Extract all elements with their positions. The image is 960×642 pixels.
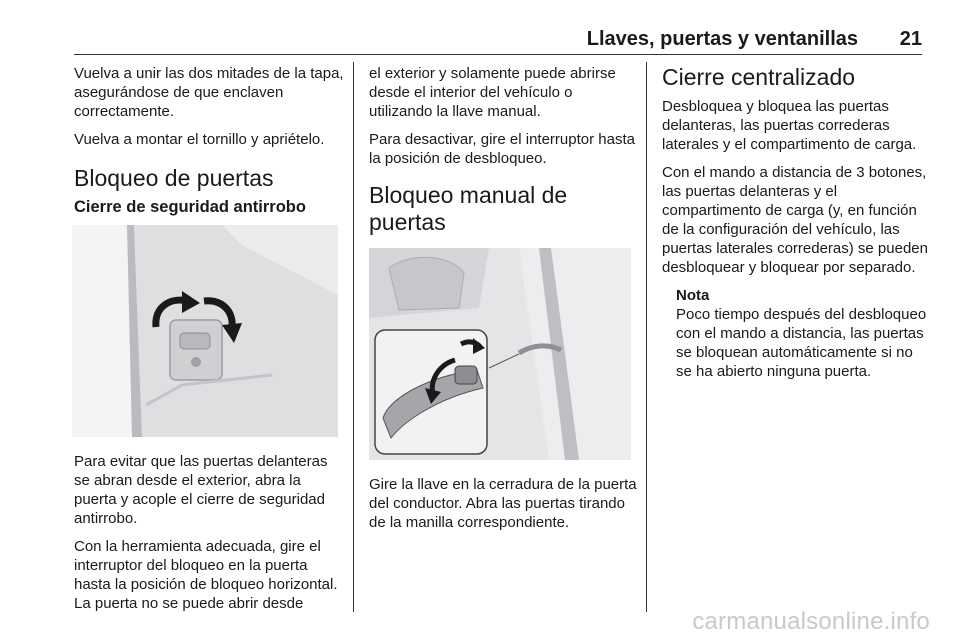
paragraph: Desbloquea y bloquea las puertas delanteras, las puertas correderas laterales y el compartimento de carga. xyxy=(662,98,917,153)
note-box xyxy=(676,286,928,381)
note-label: Nota xyxy=(676,287,710,304)
paragraph: Gire la llave en la cerradura de la puerta del conductor. Abra las puertas tirando de la manilla correspondiente. xyxy=(369,476,637,531)
section-heading-central: Cierre centralizado xyxy=(662,64,856,90)
paragraph: Vuelva a unir las dos mitades de la tapa, asegurándose de que enclaven correctamente. xyxy=(74,65,344,120)
header-title: Llaves, puertas y ventanillas xyxy=(586,28,858,50)
paragraph: Para evitar que las puertas delanteras se abran desde el exterior, abra la puerta y acople el cierre de seguridad antirrobo. xyxy=(74,453,328,527)
door-lock-illustration xyxy=(72,225,338,437)
figure-door-lock xyxy=(72,225,338,437)
column-1 xyxy=(74,64,346,622)
column-divider-1 xyxy=(353,62,354,612)
paragraph: Con la herramienta adecuada, gire el interruptor del bloqueo en la puerta hasta la posición de bloqueo horizontal. La puerta no se puede abrir desde xyxy=(74,538,338,612)
paragraph: Con el mando a distancia de 3 botones, las puertas delanteras y el compartimento de carga (y, en función de la configuración del vehículo, las puertas laterales correderas) se pueden desbloquear y bloquear por separado. xyxy=(662,164,928,276)
section-heading-bloqueo: Bloqueo de puertas xyxy=(74,165,274,191)
column-divider-2 xyxy=(646,62,647,612)
page-number: 21 xyxy=(899,28,922,50)
note-text: Poco tiempo después del desbloqueo con el mando a distancia, las puertas se bloquean automáticamente si no se ha abierto ninguna puerta. xyxy=(676,306,927,380)
paragraph: Para desactivar, gire el interruptor hasta la posición de desbloqueo. xyxy=(369,131,635,167)
watermark: carmanualsonline.info xyxy=(692,608,930,635)
column-3 xyxy=(662,64,928,381)
paragraph: Vuelva a montar el tornillo y apriételo. xyxy=(74,131,325,148)
figure-door-handle xyxy=(369,248,631,460)
subsection-heading-cierre: Cierre de seguridad antirrobo xyxy=(74,198,306,216)
header-rule xyxy=(74,54,922,55)
section-heading-manual: Bloqueo manual de puertas xyxy=(369,182,568,235)
door-handle-illustration xyxy=(369,248,631,460)
paragraph: el exterior y solamente puede abrirse desde el interior del vehículo o utilizando la llave manual. xyxy=(369,65,616,120)
column-2 xyxy=(369,64,637,541)
